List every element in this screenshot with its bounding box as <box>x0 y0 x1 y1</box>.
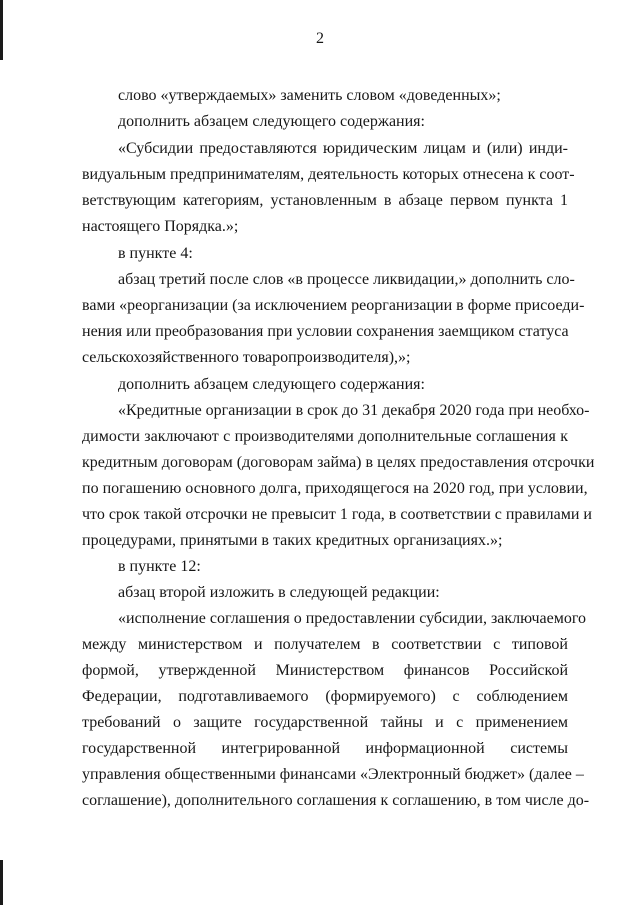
text-line: «исполнение соглашения о предоставлении субсидии, заключаемого <box>118 610 587 627</box>
text-line: «Кредитные организации в срок до 31 декабря 2020 года при необхо- <box>118 402 590 419</box>
text-line: «Субсидии предоставляются юридическим лицам и (или) инди- <box>118 140 568 157</box>
text-line: нения или преобразования при условии сохранения заемщиком статуса <box>82 323 569 340</box>
text-line: соглашение), дополнительного соглашения к соглашению, в том числе до- <box>82 792 590 809</box>
text-line: вами «реорганизации (за исключением реорганизации в форме присоеди- <box>82 297 585 314</box>
text-line: дополнить абзацем следующего содержания: <box>118 113 425 130</box>
text-line: государственной интегрированной информационной системы <box>82 740 568 757</box>
text-line: абзац третий после слов «в процессе ликвидации,» дополнить сло- <box>118 271 575 288</box>
text-line: требований о защите государственной тайны и с применением <box>82 714 568 731</box>
text-line: настоящего Порядка.»; <box>82 218 239 235</box>
scan-edge-mark <box>0 860 3 905</box>
text-line: слово «утверждаемых» заменить словом «доведенных»; <box>118 87 501 104</box>
text-line: формой, утвержденной Министерством финансов Российской <box>82 662 568 679</box>
text-line: абзац второй изложить в следующей редакции: <box>118 584 440 601</box>
text-line: между министерством и получателем в соответствии с типовой <box>82 636 568 653</box>
text-line: дополнить абзацем следующего содержания: <box>118 376 425 393</box>
text-line: в пункте 12: <box>118 558 201 575</box>
text-line: ветствующим категориям, установленным в абзаце первом пункта 1 <box>82 192 568 209</box>
text-line: Федерации, подготавливаемого (формируемого) с соблюдением <box>82 688 568 705</box>
text-line: сельскохозяйственного товаропроизводителя),»; <box>82 349 411 366</box>
text-line: видуальным предпринимателям, деятельность которых отнесена к соот- <box>82 166 575 183</box>
text-line: димости заключают с производителями дополнительные соглашения к <box>82 428 568 445</box>
text-line: в пункте 4: <box>118 245 193 262</box>
page-number: 2 <box>316 30 324 47</box>
scan-edge-mark <box>0 0 3 60</box>
text-line: что срок такой отсрочки не превысит 1 года, в соответствии с правилами и <box>82 506 592 523</box>
text-line: управления общественными финансами «Электронный бюджет» (далее – <box>82 766 584 783</box>
text-line: процедурами, принятыми в таких кредитных организациях.»; <box>82 532 503 549</box>
text-line: кредитным договорам (договорам займа) в целях предоставления отсрочки <box>82 454 595 471</box>
text-line: по погашению основного долга, приходящегося на 2020 год, при условии, <box>82 480 588 497</box>
